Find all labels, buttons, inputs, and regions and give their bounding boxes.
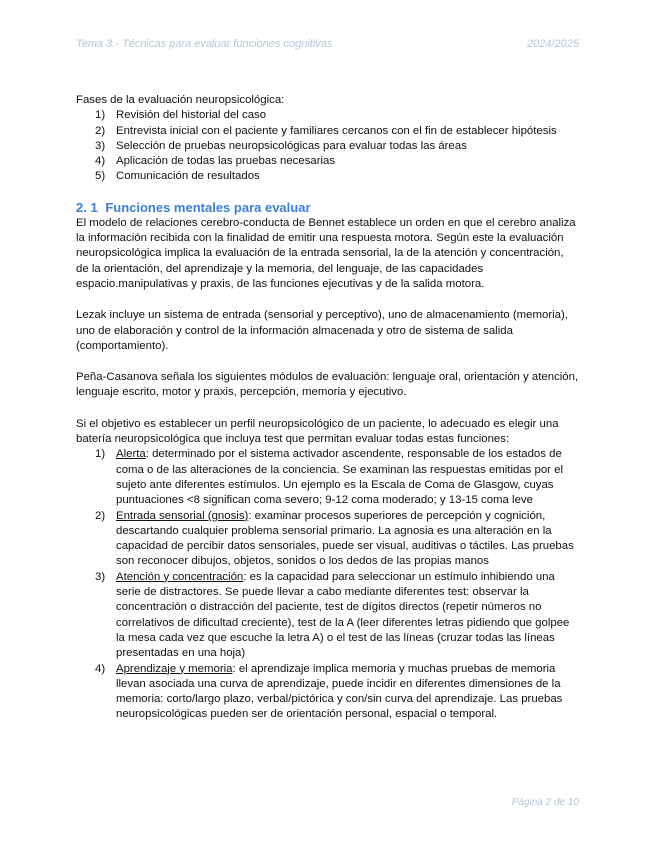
paragraph-bennet: El modelo de relaciones cerebro-conducta de Bennet establece un orden en que el cerebro analiza la información recibida con la finalidad de emitir una respuesta motora. Según este la evaluación neuropsicológica implica la evaluación de la entrada sensorial, la de la atención y concentración, de la orientación, del aprendizaje y la memoria, del lenguaje, de las capacidades espacio.manipulativas y praxis, de las funciones ejecutivas y de la salida motora. [76,216,576,290]
section-number: 2. 1 [76,199,98,215]
section-heading [76,185,579,216]
phases-intro: Fases de la evaluación neuropsicológica: [76,94,285,106]
list-item-text: Entrevista inicial con el paciente y familiares cercanos con el fin de establecer hipótesis [116,124,557,137]
list-number: 2) [95,124,106,137]
list-number: 5) [95,170,106,183]
list-number: 4) [95,662,106,675]
function-term: Entrada sensorial (gnosis) [116,509,249,522]
list-item-text: Aplicación de todas las pruebas necesarias [116,155,336,168]
function-description: examinar procesos superiores de percepción y cognición, descartando cualquier problema sensorial primario. La agnosia es una alteración en la capacidad de percibir datos sensoriales, puede ser visual, auditivas o táctiles. Las pruebas son reconocer dibujos, objetos, sonidos o los dedos de las propias manos [116,509,574,568]
list-item-text: Revisión del historial del caso [116,109,267,122]
list-item [76,108,579,123]
list-item [76,139,579,154]
list-number: 3) [95,570,106,583]
list-item [76,154,579,169]
list-number: 1) [95,109,106,122]
section-title: Funciones mentales para evaluar [105,199,311,215]
function-description: determinado por el sistema activador ascendente, responsable de los estados de coma o de las alteraciones de la conciencia. Se examinan las respuestas emitidas por el sujeto ante diferentes estímulos. Un ejemplo es la Escala de Coma de Glasgow, cuyas puntuaciones <8 significan coma severo; 9-12 coma moderado; y 13-15 coma leve [116,448,564,507]
function-term: Alerta [116,448,146,461]
page-number: Página 2 de 10 [511,797,579,808]
function-term: Atención y concentración [116,570,244,583]
list-item [76,169,579,184]
document-body [76,93,579,723]
page-header [76,38,579,54]
header-year: 2024/2025 [527,38,579,50]
list-number: 1) [95,448,106,461]
paragraph-lezak: Lezak incluye un sistema de entrada (sensorial y perceptivo), uno de almacenamiento (memoria), uno de elaboración y control de la información almacenada y otro de sistema de salida (comportamiento). [76,309,568,352]
phases-list [76,108,579,184]
list-number: 2) [95,509,106,522]
paragraph-pena-casanova: Peña-Casanova señala los siguientes módulos de evaluación: lenguaje oral, orientación y atención, lenguaje escrito, motor y praxis, percepción, memoria y ejecutivo. [76,371,579,399]
function-description: el aprendizaje implica memoria y muchas pruebas de memoria llevan asociada una curva de aprendizaje, puede incidir en diferentes dimensiones de la memoria: corto/largo plazo, verbal/pictórica y con/sin curva del aprendizaje. Las pruebas neuropsicológicas pueden ser de orientación personal, espacial o temporal. [116,662,563,721]
list-item [76,124,579,139]
function-description: es la capacidad para seleccionar un estímulo inhibiendo una serie de distractores. Se puede llevar a cabo mediante diferentes test: observar la concentración o distracción del paciente, test de dígitos directos (repetir números no correlativos de dificultad creciente), test de la A (leer diferentes letras pidiendo que golpee la mesa cada vez que escuche la letra A) o el test de las líneas (cruzar todas las líneas presentadas en una hoja) [116,570,570,660]
list-number: 4) [95,155,106,168]
paragraph-objective: Si el objetivo es establecer un perfil neuropsicológico de un paciente, lo adecuado es elegir una batería neuropsicológica que incluya test que permitan evaluar todas estas funciones: [76,417,559,446]
list-item: 4) Aprendizaje y memoria: el aprendizaje implica memoria y muchas pruebas de memoria llevan asociada una curva de aprendizaje, puede incidir en diferentes dimensiones de la memoria: corto/largo plazo, verbal/pictórica y con/sin curva del aprendizaje. Las pruebas neuropsicológicas pueden ser de orientación personal, espacial o temporal. [95,662,563,721]
header-title: Tema 3.- Técnicas para evaluar funciones cognitivas [76,38,333,50]
list-item-text: Selección de pruebas neuropsicológicas para evaluar todas las áreas [116,139,467,152]
functions-list [76,447,579,722]
function-term: Aprendizaje y memoria [116,662,233,675]
list-item: 2) Entrada sensorial (gnosis): examinar procesos superiores de percepción y cognición, descartando cualquier problema sensorial primario. La agnosia es una alteración en la capacidad de percibir datos sensoriales, puede ser visual, auditivas o táctiles. Las pruebas son reconocer dibujos, objetos, sonidos o los dedos de las propias manos [95,509,574,568]
list-item: 1) Alerta: determinado por el sistema activador ascendente, responsable de los estados de coma o de las alteraciones de la conciencia. Se examinan las respuestas emitidas por el sujeto ante diferentes estímulos. Un ejemplo es la Escala de Coma de Glasgow, cuyas puntuaciones <8 significan coma severo; 9-12 coma moderado; y 13-15 coma leve [95,448,564,507]
list-item: 3) Atención y concentración: es la capacidad para seleccionar un estímulo inhibiendo una serie de distractores. Se puede llevar a cabo mediante diferentes test: observar la concentración o distracción del paciente, test de dígitos directos (repetir números no correlativos de dificultad creciente), test de la A (leer diferentes letras pidiendo que golpee la mesa cada vez que escuche la letra A) o el test de las líneas (cruzar todas las líneas presentadas en una hoja) [95,570,570,660]
list-number: 3) [95,139,106,152]
list-item-text: Comunicación de resultados [116,170,260,183]
